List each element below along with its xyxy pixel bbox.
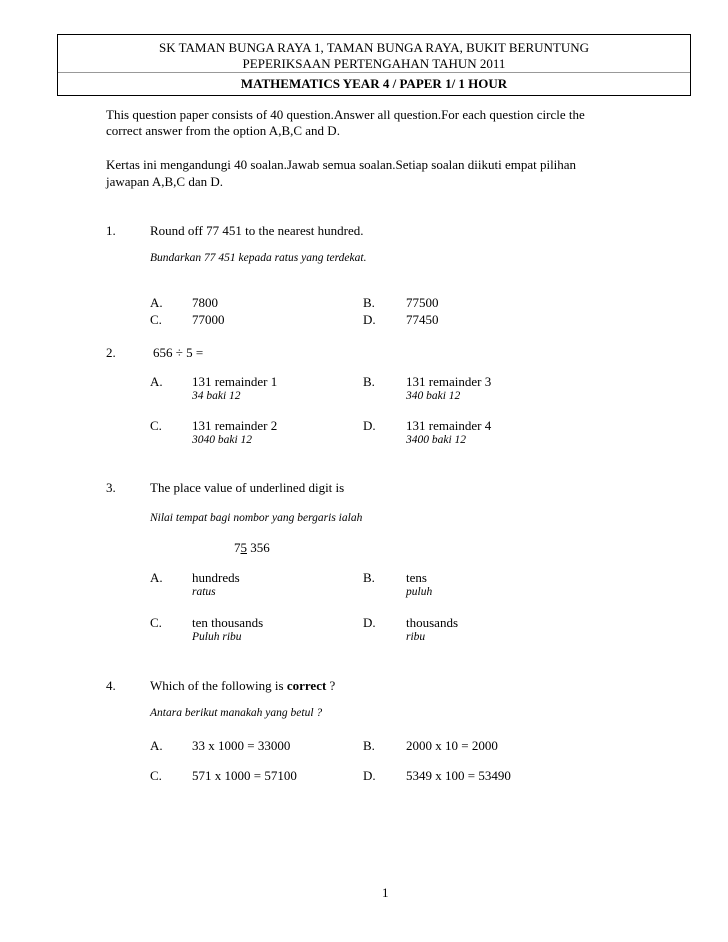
q1-option-b-letter[interactable]: B.: [363, 295, 375, 310]
q4-option-b-letter[interactable]: B.: [363, 738, 375, 753]
header-divider: [58, 72, 690, 73]
q3-number-post: 356: [247, 540, 270, 555]
q2-option-b-letter[interactable]: B.: [363, 374, 375, 389]
q4-text-post: ?: [326, 678, 336, 693]
q1-option-d-text[interactable]: 77450: [406, 312, 439, 327]
q3-text-ms: Nilai tempat bagi nombor yang bergaris ialah: [150, 512, 363, 524]
paper-title: MATHEMATICS YEAR 4 / PAPER 1/ 1 HOUR: [240, 76, 508, 91]
q1-text-ms: Bundarkan 77 451 kepada ratus yang terdekat.: [150, 252, 367, 264]
q3-option-a-sub: ratus: [192, 586, 216, 598]
q4-option-c-text[interactable]: 571 x 1000 = 57100: [192, 768, 297, 783]
q4-option-d-text[interactable]: 5349 x 100 = 53490: [406, 768, 511, 783]
q4-text: [150, 678, 335, 694]
q3-option-d-sub: ribu: [406, 631, 426, 643]
q3-option-a-text[interactable]: hundreds: [192, 570, 240, 585]
q3-option-c-letter[interactable]: C.: [150, 615, 162, 630]
q3-option-c-text[interactable]: ten thousands: [192, 615, 264, 630]
q2-option-c-letter[interactable]: C.: [150, 418, 162, 433]
q1-option-b-text[interactable]: 77500: [406, 295, 439, 310]
school-name: SK TAMAN BUNGA RAYA 1, TAMAN BUNGA RAYA, BUKIT BERUNTUNG: [159, 40, 589, 55]
q3-option-d-text[interactable]: thousands: [406, 615, 458, 630]
q2-option-b-sub: 340 baki 12: [406, 390, 461, 402]
q3-text: The place value of underlined digit is: [150, 480, 345, 495]
q2-option-a-letter[interactable]: A.: [150, 374, 163, 389]
q2-option-d-text[interactable]: 131 remainder 4: [406, 418, 492, 433]
q3-option-d-letter[interactable]: D.: [363, 615, 376, 630]
q1-option-c-text[interactable]: 77000: [192, 312, 225, 327]
q3-number-pre: 7: [234, 540, 241, 555]
q4-number: 4.: [106, 678, 116, 693]
instruction-ms-line2: jawapan A,B,C dan D.: [106, 174, 223, 189]
exam-header: [57, 34, 691, 96]
q1-option-c-letter[interactable]: C.: [150, 312, 162, 327]
q2-option-b-text[interactable]: 131 remainder 3: [406, 374, 492, 389]
q1-text: Round off 77 451 to the nearest hundred.: [150, 223, 364, 238]
q4-option-a-text[interactable]: 33 x 1000 = 33000: [192, 738, 291, 753]
q1-number: 1.: [106, 223, 116, 238]
q1-option-d-letter[interactable]: D.: [363, 312, 376, 327]
q3-option-a-letter[interactable]: A.: [150, 570, 163, 585]
q2-option-a-sub: 34 baki 12: [192, 390, 241, 402]
q2-option-c-text[interactable]: 131 remainder 2: [192, 418, 278, 433]
q3-option-b-text[interactable]: tens: [406, 570, 427, 585]
exam-title: PEPERIKSAAN PERTENGAHAN TAHUN 2011: [242, 56, 506, 71]
q1-option-a-text[interactable]: 7800: [192, 295, 218, 310]
page-number: 1: [382, 885, 389, 900]
q4-option-d-letter[interactable]: D.: [363, 768, 376, 783]
q3-underlined-digit: 5: [240, 540, 247, 555]
q3-option-b-letter[interactable]: B.: [363, 570, 375, 585]
q4-text-bold: correct: [286, 678, 327, 693]
q3-number: 3.: [106, 480, 116, 495]
q3-option-b-sub: puluh: [406, 586, 433, 598]
instruction-en-line1: This question paper consists of 40 question.Answer all question.For each question circle the: [106, 107, 585, 122]
q2-option-a-text[interactable]: 131 remainder 1: [192, 374, 278, 389]
q2-number: 2.: [106, 345, 116, 360]
q4-text-pre: Which of the following is: [150, 678, 287, 693]
instruction-en-line2: correct answer from the option A,B,C and D.: [106, 123, 340, 138]
q4-text-ms: Antara berikut manakah yang betul ?: [150, 707, 323, 719]
q4-option-a-letter[interactable]: A.: [150, 738, 163, 753]
q1-option-a-letter[interactable]: A.: [150, 295, 163, 310]
q2-option-d-letter[interactable]: D.: [363, 418, 376, 433]
q2-option-d-sub: 3400 baki 12: [406, 434, 467, 446]
q3-number-display: [234, 540, 270, 556]
instruction-ms-line1: Kertas ini mengandungi 40 soalan.Jawab semua soalan.Setiap soalan diikuti empat pilihan: [106, 157, 577, 172]
q4-option-c-letter[interactable]: C.: [150, 768, 162, 783]
q3-option-c-sub: Puluh ribu: [192, 631, 242, 643]
q2-option-c-sub: 3040 baki 12: [192, 434, 253, 446]
q4-option-b-text[interactable]: 2000 x 10 = 2000: [406, 738, 498, 753]
q2-text: 656 ÷ 5 =: [153, 345, 204, 360]
